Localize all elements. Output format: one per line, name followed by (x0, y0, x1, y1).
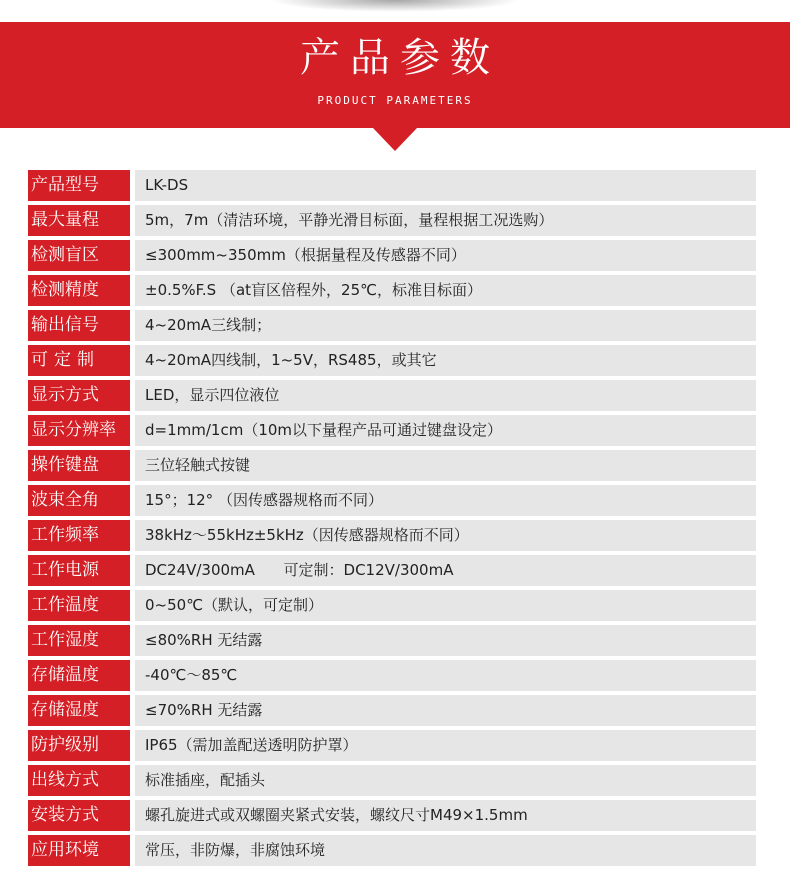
param-label: 出线方式 (28, 765, 130, 796)
param-label: 产品型号 (28, 170, 130, 201)
param-row-work-temp (28, 590, 756, 621)
param-row-accuracy (28, 275, 756, 306)
param-value: 15°；12° （因传感器规格而不同） (135, 485, 756, 516)
param-row-output (28, 310, 756, 341)
param-label: 工作温度 (28, 590, 130, 621)
param-row-power (28, 555, 756, 586)
param-row-model (28, 170, 756, 201)
param-label: 显示方式 (28, 380, 130, 411)
param-value: 38kHz～55kHz±5kHz（因传感器规格而不同） (135, 520, 756, 551)
param-row-storage-humidity (28, 695, 756, 726)
param-label: 存储湿度 (28, 695, 130, 726)
param-value: ≤70%RH 无结露 (135, 695, 756, 726)
param-label: 检测盲区 (28, 240, 130, 271)
param-label: 防护级别 (28, 730, 130, 761)
param-value: 0~50℃（默认，可定制） (135, 590, 756, 621)
param-label: 输出信号 (28, 310, 130, 341)
param-value: 常压，非防爆，非腐蚀环境 (135, 835, 756, 866)
param-row-work-humidity (28, 625, 756, 656)
param-label: 应用环境 (28, 835, 130, 866)
param-value: 标准插座，配插头 (135, 765, 756, 796)
param-label: 波束全角 (28, 485, 130, 516)
param-label: 显示分辨率 (28, 415, 130, 446)
param-value: 5m，7m（清洁环境，平静光滑目标面，量程根据工况选购） (135, 205, 756, 236)
param-value: LED，显示四位液位 (135, 380, 756, 411)
param-value: DC24V/300mA 可定制：DC12V/300mA (135, 555, 756, 586)
param-value: IP65（需加盖配送透明防护罩） (135, 730, 756, 761)
param-label: 安装方式 (28, 800, 130, 831)
param-row-resolution (28, 415, 756, 446)
param-value: ≤80%RH 无结露 (135, 625, 756, 656)
param-label: 工作电源 (28, 555, 130, 586)
params-table (28, 170, 756, 870)
param-label: 存储温度 (28, 660, 130, 691)
param-label: 工作湿度 (28, 625, 130, 656)
param-value: ±0.5%F.S （at盲区倍程外，25℃，标准目标面） (135, 275, 756, 306)
param-row-protection (28, 730, 756, 761)
param-value: d=1mm/1cm（10m以下量程产品可通过键盘设定） (135, 415, 756, 446)
page-subtitle: PRODUCT PARAMETERS (317, 94, 473, 107)
param-row-customizable (28, 345, 756, 376)
param-value: -40℃～85℃ (135, 660, 756, 691)
param-row-blind-zone (28, 240, 756, 271)
param-value: 4~20mA三线制； (135, 310, 756, 341)
param-row-beam-angle (28, 485, 756, 516)
param-row-storage-temp (28, 660, 756, 691)
param-row-keypad (28, 450, 756, 481)
param-row-application (28, 835, 756, 866)
param-value: ≤300mm~350mm（根据量程及传感器不同） (135, 240, 756, 271)
param-row-display (28, 380, 756, 411)
param-value: LK-DS (135, 170, 756, 201)
param-label: 可定制 (28, 345, 130, 376)
param-label: 检测精度 (28, 275, 130, 306)
param-label: 工作频率 (28, 520, 130, 551)
param-row-max-range (28, 205, 756, 236)
param-label: 最大量程 (28, 205, 130, 236)
param-value: 4~20mA四线制，1~5V，RS485，或其它 (135, 345, 756, 376)
page-title: 产品参数 (300, 35, 500, 81)
param-row-frequency (28, 520, 756, 551)
param-value: 三位轻触式按键 (135, 450, 756, 481)
param-row-installation (28, 800, 756, 831)
param-label: 操作键盘 (28, 450, 130, 481)
top-shadow (270, 0, 520, 12)
param-value: 螺孔旋进式或双螺圈夹紧式安装，螺纹尺寸M49×1.5mm (135, 800, 756, 831)
banner-arrow (373, 128, 417, 151)
param-row-cable-outlet (28, 765, 756, 796)
